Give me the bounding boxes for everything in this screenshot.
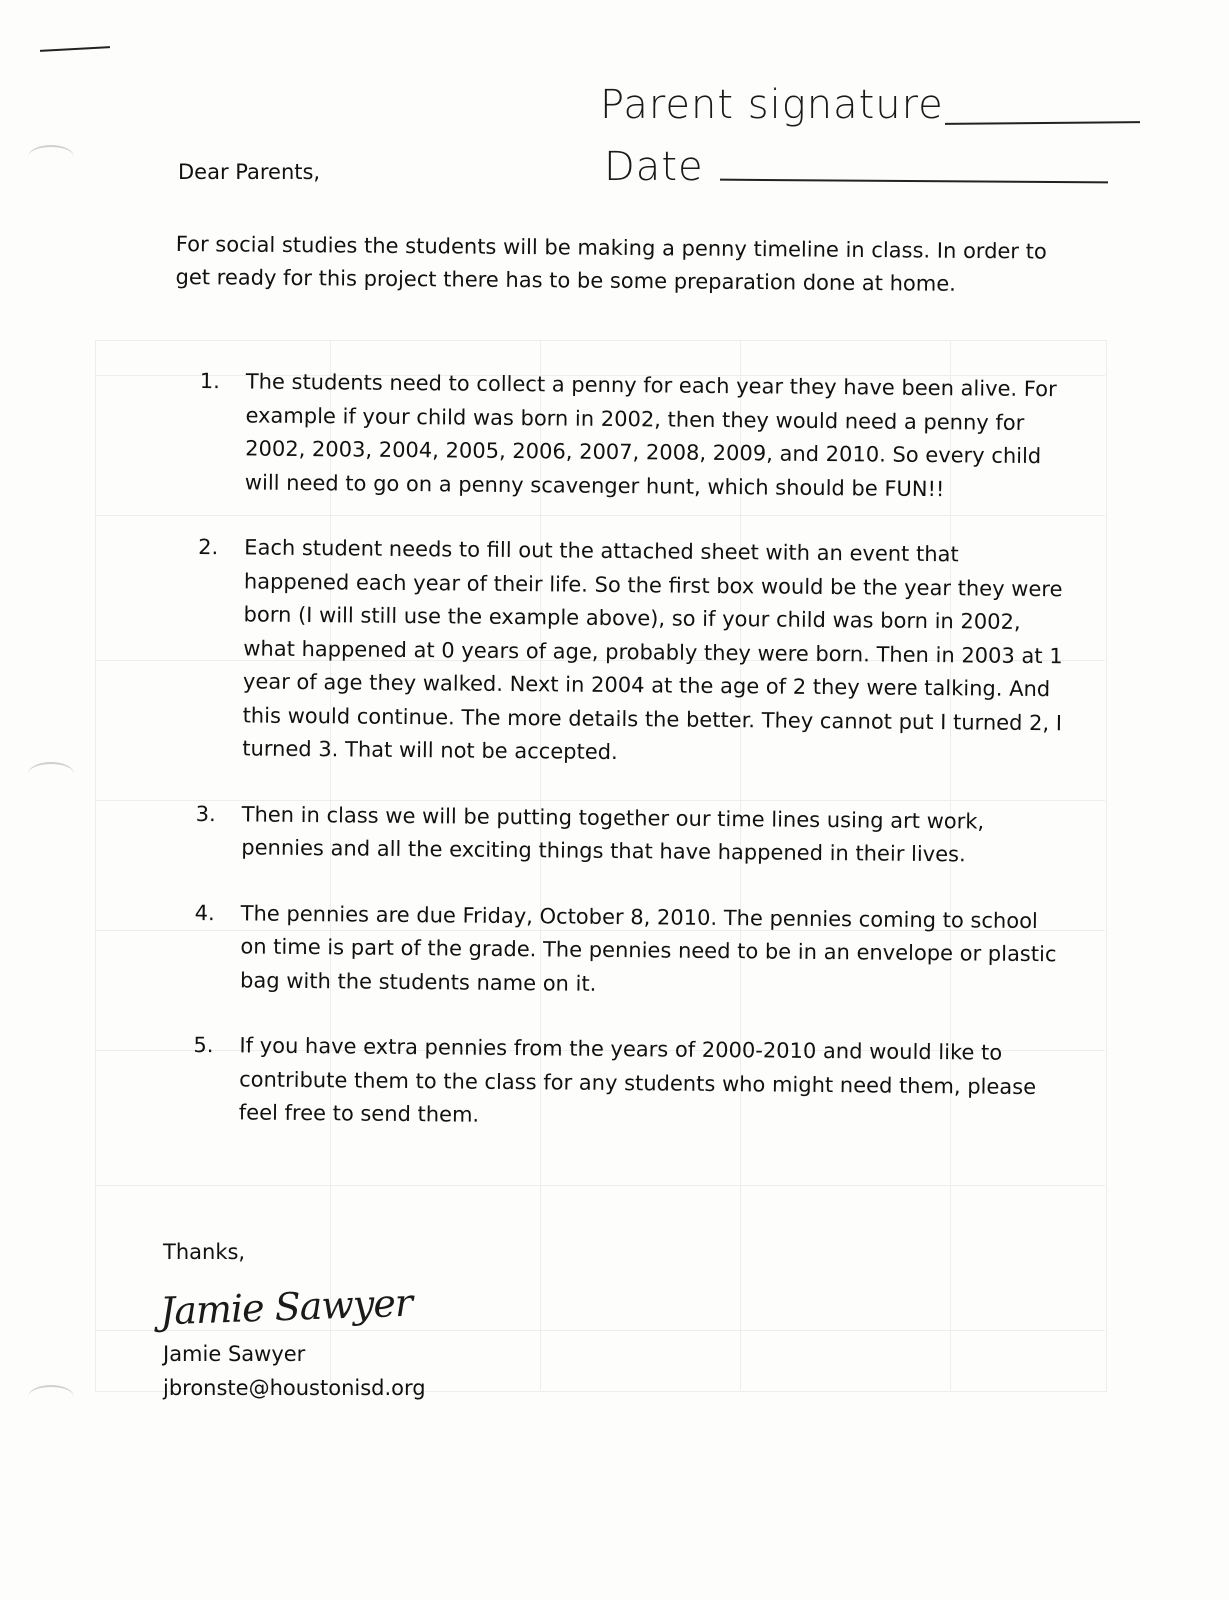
list-item-number: 1.: [199, 368, 221, 394]
list-item: [195, 797, 1066, 872]
punch-hole-middle: [28, 762, 74, 786]
list-item-text: The pennies are due Friday, October 8, 2010. The pennies coming to school on time is part of the grade. The pennies need to be in an envelope or plastic bag with the students name on it.: [239, 900, 1057, 996]
list-item-text: The students need to collect a penny for each year they have been alive. For example if your child was born in 2002, then they would need a penny for 2002, 2003, 2004, 2005, 2006, 2007, 2008, 2009, and 2010. So every child will need to go on a penny scavenger hunt, which should be FUN!!: [244, 369, 1057, 501]
sender-email: jbronste@houstonisd.org: [163, 1376, 426, 1400]
list-item-text: If you have extra pennies from the years of 2000-2010 and would like to contribute them to the class for any students who might need them, please feel free to send them.: [238, 1033, 1037, 1127]
list-item-number: 5.: [193, 1032, 214, 1058]
list-item: [193, 1029, 1064, 1138]
parent-signature-line[interactable]: [945, 121, 1140, 125]
sender-name: Jamie Sawyer: [163, 1342, 306, 1366]
punch-hole-bottom: [28, 1385, 74, 1409]
greeting: Dear Parents,: [178, 160, 321, 184]
punch-hole-top: [28, 145, 74, 169]
list-item-number: 3.: [195, 801, 216, 826]
date-line[interactable]: [720, 179, 1108, 184]
intro-paragraph: For social studies the students will be making a penny timeline in class. In order to get ready for this project there has to be some preparation done at home.: [175, 231, 1047, 296]
list-item: [199, 365, 1070, 507]
handwritten-signature: Jamie Sawyer: [159, 1280, 413, 1334]
date-label: Date: [604, 144, 704, 190]
closing: Thanks,: [163, 1240, 246, 1264]
instruction-list: [192, 365, 1070, 1170]
list-item-number: 2.: [198, 534, 219, 560]
list-item-text: Then in class we will be putting together our time lines using art work, pennies and all the exciting things that have happened in their lives.: [241, 801, 985, 867]
parent-signature-label: Parent signature: [600, 82, 944, 128]
list-item: [196, 531, 1068, 774]
scan-mark: [40, 46, 110, 52]
list-item-number: 4.: [194, 900, 215, 925]
list-item-text: Each student needs to fill out the attached sheet with an event that happened each year of their life. So the first box would be the year they were born (I will still use the example above), so if your child was born in 2002, what happened at 0 years of age, probably they were born. Then in 2003 at 1 year of age they walked. Next in 2004 at the age of 2 they were talking. And this would continue. The more details the better. They cannot put I turned 2, I turned 3. That will not be accepted.: [242, 535, 1063, 765]
list-item: [194, 896, 1065, 1005]
